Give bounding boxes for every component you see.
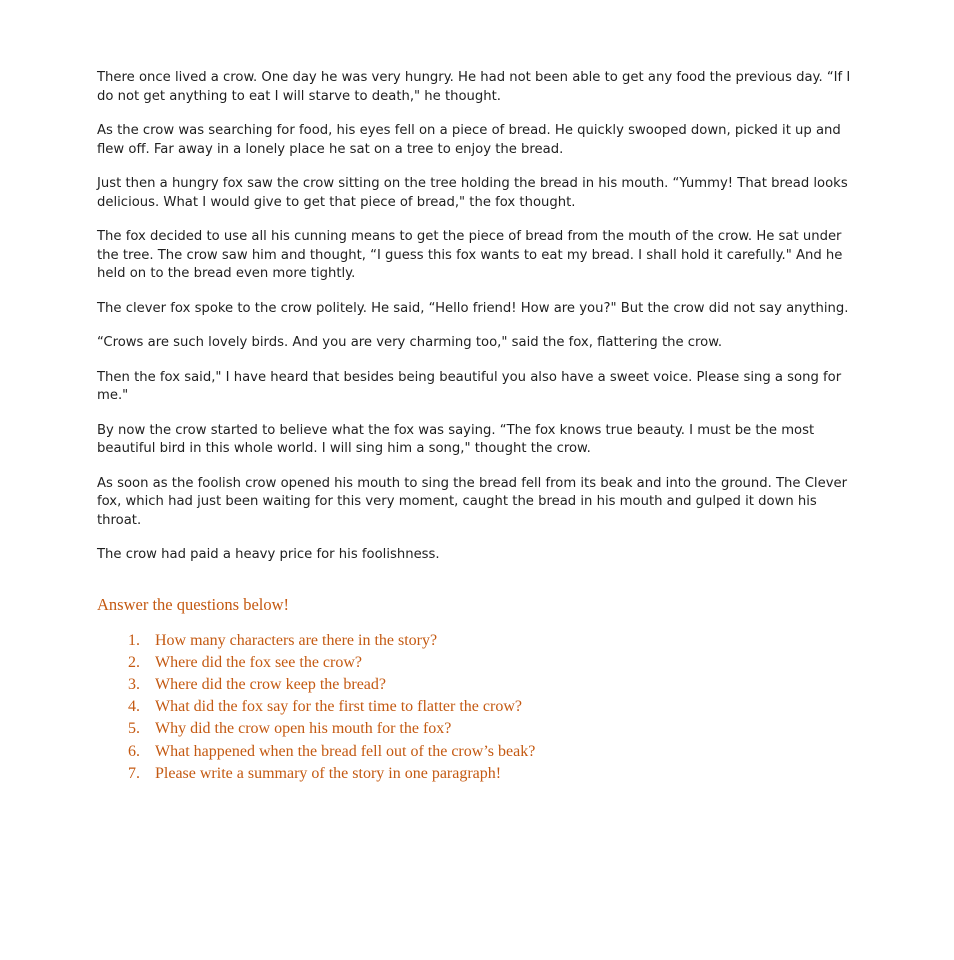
question-number: 1. (128, 631, 140, 649)
story-paragraph-9: As soon as the foolish crow opened his mouth to sing the bread fell from its beak and into the ground. The Clever fox, which had just been waiting for this very moment, caught the bread in his mouth and gulped it down his throat. (97, 475, 848, 528)
story-section (97, 69, 857, 565)
question-item (97, 652, 857, 674)
story-paragraph-2: As the crow was searching for food, his eyes fell on a piece of bread. He quickly swooped down, picked it up and flew off. Far away in a lonely place he sat on a tree to enjoy the bread. (97, 123, 841, 157)
question-number: 5. (128, 720, 140, 738)
question-text: Please write a summary of the story in one paragraph! (155, 764, 502, 782)
story-paragraph-5: The clever fox spoke to the crow politely. He said, “Hello friend! How are you?" But the crow did not say anything. (97, 300, 849, 316)
question-item (97, 741, 857, 763)
question-text: What happened when the bread fell out of the crow’s beak? (155, 742, 536, 760)
question-item (97, 674, 857, 696)
story-paragraph-7: Then the fox said," I have heard that besides being beautiful you also have a sweet voice. Please sing a song for me." (97, 369, 842, 403)
story-paragraph-1: There once lived a crow. One day he was very hungry. He had not been able to get any food the previous day. “If I do not get anything to eat I will starve to death," he thought. (97, 70, 851, 104)
question-number: 7. (128, 764, 140, 782)
story-paragraph-8: By now the crow started to believe what the fox was saying. “The fox knows true beauty. I must be the most beautiful bird in this whole world. I will sing him a song," thought the crow. (97, 422, 815, 456)
story-paragraph-10: The crow had paid a heavy price for his foolishness. (97, 547, 440, 562)
question-item (97, 718, 857, 740)
question-text: What did the fox say for the first time to flatter the crow? (155, 698, 522, 716)
questions-section (97, 595, 857, 785)
question-number: 3. (128, 675, 140, 693)
question-number: 4. (128, 698, 140, 716)
story-paragraph-3: Just then a hungry fox saw the crow sitting on the tree holding the bread in his mouth. “Yummy! That bread looks delicious. What I would give to get that piece of bread," the fox thought. (97, 176, 848, 210)
story-paragraph-4: The fox decided to use all his cunning means to get the piece of bread from the mouth of the crow. He sat under the tree. The crow saw him and thought, “I guess this fox wants to eat my bread. I shall hold it carefully." And he held on to the bread even more tightly. (97, 229, 843, 281)
questions-list (97, 630, 857, 785)
questions-heading: Answer the questions below! (97, 594, 290, 614)
question-number: 6. (128, 742, 140, 760)
question-item (97, 763, 857, 785)
question-text: Where did the fox see the crow? (155, 653, 363, 671)
question-text: How many characters are there in the story? (155, 631, 438, 649)
story-paragraph-6: “Crows are such lovely birds. And you are very charming too," said the fox, flattering the crow. (97, 335, 723, 350)
question-number: 2. (128, 653, 140, 671)
question-item (97, 696, 857, 718)
question-item (97, 630, 857, 652)
question-text: Where did the crow keep the bread? (155, 675, 386, 693)
question-text: Why did the crow open his mouth for the fox? (155, 720, 452, 738)
